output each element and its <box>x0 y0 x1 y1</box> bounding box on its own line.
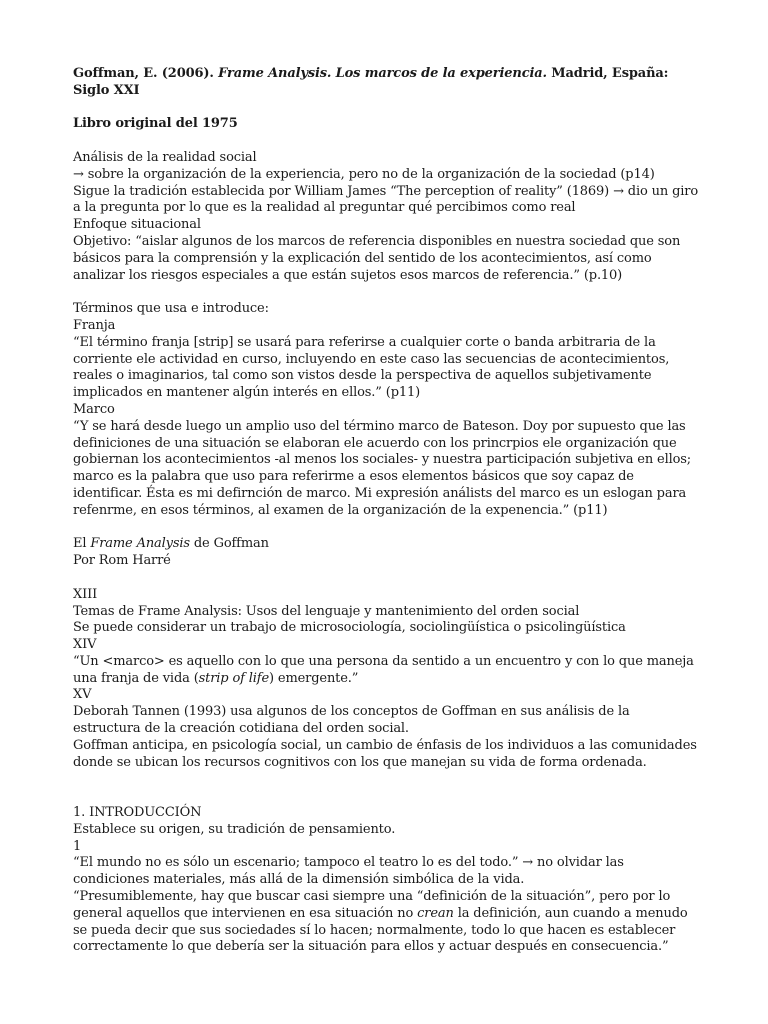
roman-xv: XV <box>73 687 92 703</box>
marco-quote-c: ) emergente.” <box>269 670 359 686</box>
analysis-heading: Análisis de la realidad social <box>73 149 257 165</box>
frame-analysis-title <box>73 536 699 553</box>
micro-line: Se puede considerar un trabajo de microsociología, sociolingüística o psicolingüística <box>73 620 626 636</box>
intro-heading: 1. INTRODUCCIÓN <box>73 805 202 821</box>
objective-paragraph: Objetivo: “aislar algunos de los marcos de referencia disponibles en nuestra sociedad que son básicos para la comprensión y la explicación del sentido de los acontecimientos, así como analizar los riesgos especiales a que están sujetos esos marcos de referencia.” (p.10) <box>73 233 681 283</box>
original-note: Libro original del 1975 <box>73 116 238 132</box>
spacer <box>73 284 699 301</box>
citation-publisher: Madrid, España: Siglo XXI <box>73 66 669 98</box>
situation-quote-a: “Presumiblemente, hay que buscar casi siempre una “definición de la situación”, pero por lo general aquellos que intervienen en esa situación no <box>73 889 671 921</box>
citation-authors: Goffman, E. (2006). <box>73 66 214 81</box>
tradition-paragraph: Sigue la tradición establecida por William James “The perception of reality” (1869) → dio un giro a la pregunta por lo que es la realidad al preguntar qué percibimos como real <box>73 183 698 216</box>
world-quote: “El mundo no es sólo un escenario; tampoco el teatro lo es del todo.” → no olvidar las condiciones materiales, más allá de la dimensión simbólica de la vida. <box>73 855 624 888</box>
term-marco: Marco <box>73 401 115 417</box>
strip-of-life: strip of life <box>198 670 269 686</box>
title-el: El <box>73 536 87 552</box>
author-line: Por Rom Harré <box>73 553 171 569</box>
spacer <box>73 100 699 117</box>
spacer <box>73 771 699 788</box>
roman-xiii: XIII <box>73 586 98 602</box>
roman-xiv: XIV <box>73 637 97 653</box>
spacer <box>73 133 699 150</box>
situation-quote-c: la definición, aun cuando a menudo se pueda decir que sus sociedades sí lo hacen; normalmente, todo lo que hacen es establecer correctamente lo que debería ser la situación para ellos y actuar después en consecuencia.” <box>73 905 688 955</box>
analysis-note: → sobre la organización de la experiencia, pero no de la organización de la sociedad (p14) <box>73 166 655 182</box>
crean-word: crean <box>417 905 454 921</box>
spacer <box>73 570 699 587</box>
marco-quote-a: “Un <marco> es aquello con lo que una persona da sentido a un encuentro y con lo que maneja una franja de vida ( <box>73 653 694 686</box>
goffman-anticipa-paragraph: Goffman anticipa, en psicología social, un cambio de énfasis de los individuos a las comunidades donde se ubican los recursos cognitivos con los que manejan su vida de forma ordenada. <box>73 737 697 770</box>
marco-quote <box>73 654 699 688</box>
terms-intro: Términos que usa e introduce: <box>73 301 269 317</box>
quote-franja: “El término franja [strip] se usará para referirse a cualquier corte o banda arbitraria de la corriente ele actividad en curso, incluyendo en este caso las secuencias de acontecimientos, reales o imaginarios, tal como son vistos desde la perspectiva de aquellos subjetivamente implicados en mantener algún interés en ellos.” (p11) <box>73 334 670 401</box>
tannen-paragraph: Deborah Tannen (1993) usa algunos de los conceptos de Goffman en sus análisis de la estructura de la creación cotidiana del orden social. <box>73 704 630 737</box>
origin-line: Establece su origen, su tradición de pensamiento. <box>73 821 396 837</box>
citation-title: Frame Analysis. Los marcos de la experiencia. <box>218 66 547 81</box>
situation-quote <box>73 889 699 956</box>
spacer <box>73 520 699 537</box>
quote-marco: “Y se hará desde luego un amplio uso del término marco de Bateson. Doy por supuesto que las definiciones de una situación se elaboran ele acuerdo con los princrpios ele organización que gobiernan los acontecimientos -al menos los sociales- y nuestra participación subjetiva en ellos; marco es la palabra que uso para referirme a esos elementos básicos que soy capaz de identificar. Ésta es mi defirnción de marco. Mi expresión análists del marco es un eslogan para refenrme, en esos términos, al examen de la organización de la expenencia.” (p11) <box>73 418 692 518</box>
title-frame-analysis: Frame Analysis <box>90 536 190 552</box>
citation <box>73 66 699 100</box>
approach-label: Enfoque situacional <box>73 217 201 233</box>
document-page <box>73 66 699 956</box>
term-franja: Franja <box>73 317 116 333</box>
themes-line: Temas de Frame Analysis: Usos del lenguaje y mantenimiento del orden social <box>73 603 580 619</box>
title-de-goffman: de Goffman <box>193 536 269 552</box>
number-one: 1 <box>73 838 82 854</box>
spacer <box>73 788 699 805</box>
